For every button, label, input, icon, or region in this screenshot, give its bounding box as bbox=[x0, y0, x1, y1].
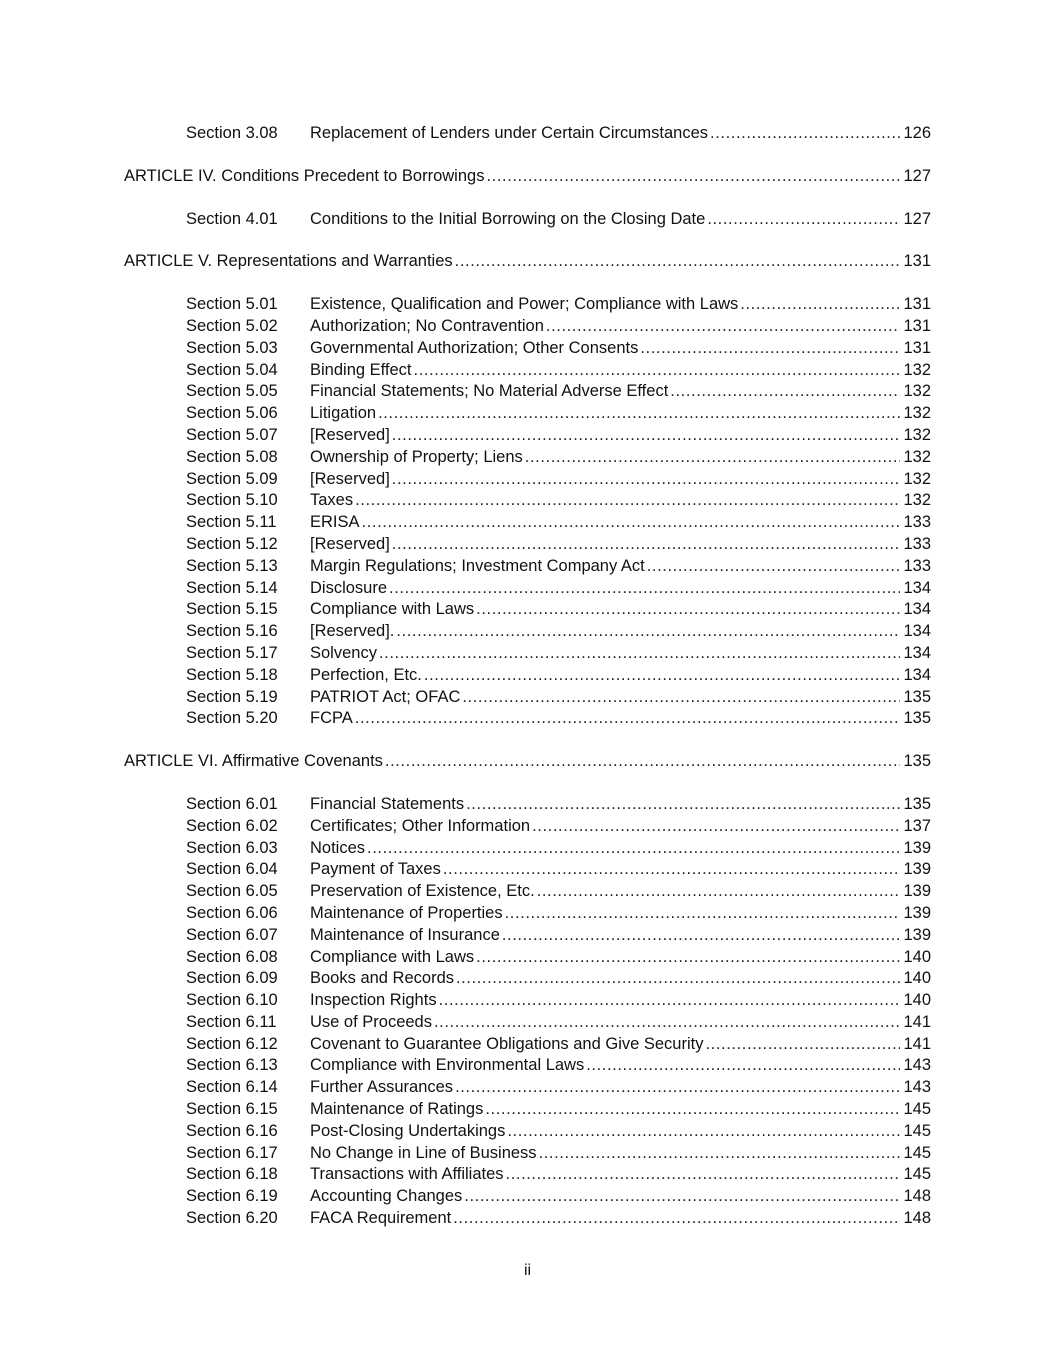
toc-page-number: 133 bbox=[903, 556, 931, 575]
toc-page-number: 143 bbox=[903, 1056, 931, 1075]
toc-page-number: 133 bbox=[903, 513, 931, 532]
toc-leader-line bbox=[310, 990, 931, 1012]
toc-page-number: 135 bbox=[903, 794, 931, 813]
toc-section-title: Notices bbox=[310, 838, 366, 857]
toc-leader-line bbox=[310, 1012, 931, 1034]
toc-section-number: Section 6.04 bbox=[186, 860, 278, 879]
toc-section-title: No Change in Line of Business bbox=[310, 1143, 537, 1162]
toc-leader-line bbox=[310, 490, 931, 512]
toc-dot-leader bbox=[355, 708, 901, 730]
toc-page-number: 127 bbox=[903, 209, 931, 228]
toc-section-number: Section 6.07 bbox=[186, 925, 278, 944]
toc-section-number: Section 5.02 bbox=[186, 316, 278, 335]
toc-section-entry[interactable] bbox=[0, 621, 1055, 643]
toc-section-title: Compliance with Laws bbox=[310, 600, 475, 619]
toc-section-entry[interactable] bbox=[0, 1208, 1055, 1230]
toc-page-number: 145 bbox=[903, 1121, 931, 1140]
toc-leader-line bbox=[310, 316, 931, 338]
toc-section-title: Payment of Taxes bbox=[310, 860, 441, 879]
toc-dot-leader bbox=[537, 881, 901, 903]
toc-dot-leader bbox=[439, 990, 901, 1012]
toc-section-entry[interactable] bbox=[0, 859, 1055, 881]
toc-section-title: Financial Statements; No Material Adverse Effect bbox=[310, 382, 669, 401]
toc-section-entry[interactable] bbox=[0, 534, 1055, 556]
toc-section-entry[interactable] bbox=[0, 490, 1055, 512]
toc-dot-leader bbox=[505, 903, 901, 925]
toc-leader-line bbox=[310, 469, 931, 491]
toc-section-entry[interactable] bbox=[0, 881, 1055, 903]
toc-leader-line bbox=[310, 838, 931, 860]
toc-section-number: Section 5.10 bbox=[186, 491, 278, 510]
toc-page-number: 132 bbox=[903, 404, 931, 423]
toc-section-number: Section 6.18 bbox=[186, 1165, 278, 1184]
toc-dot-leader bbox=[385, 751, 901, 773]
toc-leader-line bbox=[310, 816, 931, 838]
toc-section-number: Section 5.03 bbox=[186, 338, 278, 357]
toc-leader-line bbox=[310, 1034, 931, 1056]
toc-section-title: [Reserved] bbox=[310, 469, 390, 488]
toc-dot-leader bbox=[525, 447, 901, 469]
toc-section-entry[interactable] bbox=[0, 1121, 1055, 1143]
toc-dot-leader bbox=[502, 925, 901, 947]
toc-page-number: 134 bbox=[903, 578, 931, 597]
toc-page-number: 126 bbox=[903, 124, 931, 142]
toc-leader-line bbox=[310, 447, 931, 469]
toc-page-number: 148 bbox=[903, 1209, 931, 1228]
toc-leader-line bbox=[310, 1208, 931, 1230]
toc-dot-leader bbox=[362, 512, 901, 534]
toc-section-title: [Reserved] bbox=[310, 534, 390, 553]
toc-dot-leader bbox=[506, 1164, 901, 1186]
toc-leader-line bbox=[124, 751, 931, 773]
toc-page-number: 145 bbox=[903, 1100, 931, 1119]
toc-section-entry[interactable] bbox=[0, 1077, 1055, 1099]
toc-dot-leader bbox=[456, 968, 900, 990]
toc-section-entry[interactable] bbox=[0, 316, 1055, 338]
toc-section-number: Section 5.14 bbox=[186, 578, 278, 597]
toc-page-number: 127 bbox=[903, 166, 931, 185]
toc-dot-leader bbox=[670, 381, 900, 403]
toc-dot-leader bbox=[392, 534, 901, 556]
toc-leader-line bbox=[310, 294, 931, 316]
toc-dot-leader bbox=[378, 403, 900, 425]
toc-section-title: Governmental Authorization; Other Consents bbox=[310, 338, 639, 357]
toc-section-entry[interactable] bbox=[0, 990, 1055, 1012]
toc-dot-leader bbox=[414, 360, 901, 382]
toc-section-number: Section 6.08 bbox=[186, 947, 278, 966]
toc-section-entry[interactable] bbox=[0, 1164, 1055, 1186]
toc-leader-line bbox=[310, 1099, 931, 1121]
toc-section-title: Accounting Changes bbox=[310, 1187, 463, 1206]
toc-leader-line bbox=[310, 708, 931, 730]
toc-dot-leader bbox=[640, 338, 900, 360]
toc-section-number: Section 6.05 bbox=[186, 882, 278, 901]
toc-leader-line bbox=[310, 925, 931, 947]
toc-section-number: Section 5.20 bbox=[186, 709, 278, 728]
toc-leader-line bbox=[310, 360, 931, 382]
toc-section-number: Section 6.12 bbox=[186, 1034, 278, 1053]
toc-page-number: 139 bbox=[903, 925, 931, 944]
toc-page-number: 145 bbox=[903, 1143, 931, 1162]
toc-dot-leader bbox=[455, 1077, 900, 1099]
toc-page-number: 132 bbox=[903, 382, 931, 401]
toc-dot-leader bbox=[389, 578, 900, 600]
toc-section-entry[interactable] bbox=[0, 708, 1055, 730]
toc-leader-line bbox=[310, 123, 931, 145]
toc-section-entry[interactable] bbox=[0, 425, 1055, 447]
toc-section-title: Books and Records bbox=[310, 969, 454, 988]
toc-page-number: 139 bbox=[903, 838, 931, 857]
toc-section-entry[interactable] bbox=[0, 512, 1055, 534]
toc-section-number: Section 5.13 bbox=[186, 556, 278, 575]
toc-leader-line bbox=[310, 599, 931, 621]
toc-dot-leader bbox=[464, 1186, 900, 1208]
toc-leader-line bbox=[310, 903, 931, 925]
toc-article-title: ARTICLE V. Representations and Warranties bbox=[124, 252, 453, 271]
toc-section-number: Section 6.11 bbox=[186, 1012, 277, 1031]
page-number: ii bbox=[523, 1262, 532, 1279]
toc-leader-line bbox=[310, 687, 931, 709]
toc-leader-line bbox=[310, 794, 931, 816]
toc-dot-leader bbox=[539, 1143, 901, 1165]
toc-section-entry[interactable] bbox=[0, 903, 1055, 925]
toc-section-number: Section 6.15 bbox=[186, 1100, 278, 1119]
toc-page-number: 145 bbox=[903, 1165, 931, 1184]
toc-section-title: Taxes bbox=[310, 491, 354, 510]
toc-section-title: Conditions to the Initial Borrowing on the Closing Date bbox=[310, 209, 706, 228]
toc-leader-line bbox=[310, 1121, 931, 1143]
toc-section-title: Certificates; Other Information bbox=[310, 816, 531, 835]
toc-section-title: Maintenance of Insurance bbox=[310, 925, 500, 944]
toc-dot-leader bbox=[424, 665, 901, 687]
toc-dot-leader bbox=[740, 294, 900, 316]
toc-section-entry[interactable] bbox=[0, 294, 1055, 316]
toc-section-entry[interactable] bbox=[0, 1034, 1055, 1056]
toc-dot-leader bbox=[707, 209, 900, 231]
toc-section-number: Section 5.07 bbox=[186, 425, 278, 444]
toc-section-entry[interactable] bbox=[0, 838, 1055, 860]
toc-dot-leader bbox=[486, 166, 900, 188]
toc-section-number: Section 5.05 bbox=[186, 382, 278, 401]
toc-page-number: 132 bbox=[903, 447, 931, 466]
toc-article-entry[interactable] bbox=[0, 751, 1055, 773]
toc-section-number: Section 5.11 bbox=[186, 513, 277, 532]
toc-dot-leader bbox=[392, 469, 901, 491]
toc-page-number: 131 bbox=[903, 338, 931, 357]
toc-section-title: Compliance with Environmental Laws bbox=[310, 1056, 585, 1075]
toc-page-number: 132 bbox=[903, 360, 931, 379]
toc-leader-line bbox=[310, 425, 931, 447]
toc-section-title: Use of Proceeds bbox=[310, 1012, 432, 1031]
toc-section-number: Section 5.15 bbox=[186, 600, 278, 619]
toc-page-number: 141 bbox=[903, 1034, 931, 1053]
toc-section-entry[interactable] bbox=[0, 447, 1055, 469]
toc-page-number: 137 bbox=[903, 816, 931, 835]
toc-page-number: 132 bbox=[903, 425, 931, 444]
toc-section-entry[interactable] bbox=[0, 1012, 1055, 1034]
toc-section-entry[interactable] bbox=[0, 338, 1055, 360]
toc-section-title: FACA Requirement bbox=[310, 1209, 452, 1228]
toc-page-number: 135 bbox=[903, 709, 931, 728]
toc-section-title: Binding Effect bbox=[310, 360, 412, 379]
toc-section-entry[interactable] bbox=[0, 123, 1055, 145]
toc-section-title: Maintenance of Ratings bbox=[310, 1100, 484, 1119]
toc-leader-line bbox=[310, 578, 931, 600]
toc-section-title: Disclosure bbox=[310, 578, 388, 597]
toc-leader-line bbox=[310, 968, 931, 990]
toc-page-number: 133 bbox=[903, 534, 931, 553]
toc-page-number: 143 bbox=[903, 1078, 931, 1097]
toc-dot-leader bbox=[453, 1208, 900, 1230]
toc-section-title: ERISA bbox=[310, 513, 360, 532]
toc-section-number: Section 6.13 bbox=[186, 1056, 278, 1075]
toc-leader-line bbox=[310, 534, 931, 556]
toc-section-title: PATRIOT Act; OFAC bbox=[310, 687, 461, 706]
toc-section-number: Section 6.16 bbox=[186, 1121, 278, 1140]
toc-dot-leader bbox=[443, 859, 901, 881]
toc-page-number: 139 bbox=[903, 903, 931, 922]
toc-leader-line bbox=[310, 1055, 931, 1077]
toc-leader-line bbox=[310, 381, 931, 403]
toc-page-number: 131 bbox=[903, 252, 931, 271]
toc-section-title: Existence, Qualification and Power; Compliance with Laws bbox=[310, 295, 739, 314]
toc-page-number: 135 bbox=[903, 687, 931, 706]
toc-leader-line bbox=[310, 643, 931, 665]
toc-section-number: Section 6.14 bbox=[186, 1078, 278, 1097]
toc-section-number: Section 5.18 bbox=[186, 665, 278, 684]
toc-page-number: 132 bbox=[903, 469, 931, 488]
toc-section-number: Section 3.08 bbox=[186, 124, 278, 142]
toc-section-number: Section 6.19 bbox=[186, 1187, 278, 1206]
toc-section-title: Solvency bbox=[310, 643, 377, 662]
toc-page-number: 134 bbox=[903, 600, 931, 619]
toc-page-number: 140 bbox=[903, 947, 931, 966]
toc-page-number: 141 bbox=[903, 1012, 931, 1031]
toc-dot-leader bbox=[546, 316, 901, 338]
toc-section-title: Financial Statements bbox=[310, 794, 465, 813]
toc-section-title: Transactions with Affiliates bbox=[310, 1165, 504, 1184]
toc-dot-leader bbox=[466, 794, 900, 816]
toc-dot-leader bbox=[476, 947, 900, 969]
toc-section-number: Section 5.19 bbox=[186, 687, 278, 706]
toc-article-entry[interactable] bbox=[0, 251, 1055, 273]
toc-section-entry[interactable] bbox=[0, 360, 1055, 382]
toc-leader-line bbox=[310, 1077, 931, 1099]
toc-section-number: Section 5.06 bbox=[186, 404, 278, 423]
toc-section-number: Section 6.09 bbox=[186, 969, 278, 988]
toc-section-title: Post-Closing Undertakings bbox=[310, 1121, 506, 1140]
toc-leader-line bbox=[310, 1143, 931, 1165]
toc-section-entry[interactable] bbox=[0, 643, 1055, 665]
toc-page-number: 132 bbox=[903, 491, 931, 510]
toc-section-title: Authorization; No Contravention bbox=[310, 316, 544, 335]
toc-page-number: 134 bbox=[903, 665, 931, 684]
toc-leader-line bbox=[310, 338, 931, 360]
toc-section-entry[interactable] bbox=[0, 968, 1055, 990]
toc-section-title: Margin Regulations; Investment Company Act bbox=[310, 556, 645, 575]
toc-dot-leader bbox=[462, 687, 900, 709]
toc-section-entry[interactable] bbox=[0, 1099, 1055, 1121]
toc-section-number: Section 5.08 bbox=[186, 447, 278, 466]
toc-section-number: Section 5.09 bbox=[186, 469, 278, 488]
toc-leader-line bbox=[310, 665, 931, 687]
toc-dot-leader bbox=[647, 556, 901, 578]
toc-page-number: 148 bbox=[903, 1187, 931, 1206]
toc-leader-line bbox=[310, 556, 931, 578]
toc-section-entry[interactable] bbox=[0, 556, 1055, 578]
toc-section-title: Replacement of Lenders under Certain Circumstances bbox=[310, 124, 709, 142]
toc-dot-leader bbox=[455, 251, 901, 273]
toc-section-number: Section 6.01 bbox=[186, 794, 278, 813]
toc-section-entry[interactable] bbox=[0, 794, 1055, 816]
toc-section-title: FCPA bbox=[310, 709, 353, 728]
toc-leader-line bbox=[310, 1164, 931, 1186]
toc-leader-line bbox=[310, 403, 931, 425]
toc-leader-line bbox=[310, 512, 931, 534]
toc-page-number: 135 bbox=[903, 752, 931, 771]
toc-article-entry[interactable] bbox=[0, 166, 1055, 188]
toc-section-title: [Reserved]. bbox=[310, 622, 395, 641]
toc-dot-leader bbox=[434, 1012, 900, 1034]
toc-section-entry[interactable] bbox=[0, 381, 1055, 403]
toc-leader-line bbox=[124, 251, 931, 273]
toc-section-title: [Reserved] bbox=[310, 425, 390, 444]
toc-section-entry[interactable] bbox=[0, 925, 1055, 947]
toc-section-entry[interactable] bbox=[0, 469, 1055, 491]
toc-dot-leader bbox=[705, 1034, 900, 1056]
toc-section-title: Inspection Rights bbox=[310, 991, 437, 1010]
toc-section-number: Section 6.02 bbox=[186, 816, 278, 835]
toc-section-number: Section 5.01 bbox=[186, 295, 278, 314]
toc-section-number: Section 6.20 bbox=[186, 1209, 278, 1228]
toc-page-number: 139 bbox=[903, 882, 931, 901]
toc-section-number: Section 5.04 bbox=[186, 360, 278, 379]
toc-leader-line bbox=[310, 859, 931, 881]
toc-leader-line bbox=[310, 947, 931, 969]
toc-section-title: Covenant to Guarantee Obligations and Give Security bbox=[310, 1034, 704, 1053]
toc-section-entry[interactable] bbox=[0, 403, 1055, 425]
toc-section-entry[interactable] bbox=[0, 599, 1055, 621]
toc-dot-leader bbox=[367, 838, 900, 860]
toc-section-entry[interactable] bbox=[0, 1186, 1055, 1208]
toc-leader-line bbox=[310, 1186, 931, 1208]
toc-section-entry[interactable] bbox=[0, 578, 1055, 600]
toc-section-entry[interactable] bbox=[0, 1055, 1055, 1077]
toc-article-title: ARTICLE IV. Conditions Precedent to Borrowings bbox=[124, 166, 485, 185]
toc-section-title: Perfection, Etc. bbox=[310, 665, 422, 684]
toc-dot-leader bbox=[532, 816, 900, 838]
toc-section-entry[interactable] bbox=[0, 687, 1055, 709]
toc-leader-line bbox=[310, 621, 931, 643]
toc-section-title: Maintenance of Properties bbox=[310, 903, 503, 922]
toc-dot-leader bbox=[507, 1121, 900, 1143]
toc-section-title: Litigation bbox=[310, 404, 377, 423]
toc-section-number: Section 5.16 bbox=[186, 622, 278, 641]
toc-section-title: Compliance with Laws bbox=[310, 947, 475, 966]
toc-section-entry[interactable] bbox=[0, 947, 1055, 969]
toc-leader-line bbox=[310, 209, 931, 231]
toc-page-number: 140 bbox=[903, 969, 931, 988]
toc-section-number: Section 6.06 bbox=[186, 903, 278, 922]
toc-dot-leader bbox=[355, 490, 900, 512]
toc-section-number: Section 5.12 bbox=[186, 534, 278, 553]
toc-dot-leader bbox=[710, 123, 900, 145]
table-of-contents bbox=[0, 123, 1055, 1230]
toc-dot-leader bbox=[392, 425, 901, 447]
toc-leader-line bbox=[310, 881, 931, 903]
toc-leader-line bbox=[124, 166, 931, 188]
toc-section-number: Section 6.03 bbox=[186, 838, 278, 857]
toc-page-number: 139 bbox=[903, 860, 931, 879]
toc-section-entry[interactable] bbox=[0, 209, 1055, 231]
toc-page-number: 134 bbox=[903, 643, 931, 662]
toc-dot-leader bbox=[485, 1099, 900, 1121]
toc-page-number: 134 bbox=[903, 622, 931, 641]
toc-article-title: ARTICLE VI. Affirmative Covenants bbox=[124, 752, 383, 771]
toc-section-title: Further Assurances bbox=[310, 1078, 454, 1097]
toc-section-number: Section 6.10 bbox=[186, 991, 278, 1010]
toc-dot-leader bbox=[476, 599, 900, 621]
toc-dot-leader bbox=[396, 621, 900, 643]
toc-dot-leader bbox=[379, 643, 901, 665]
toc-section-entry[interactable] bbox=[0, 816, 1055, 838]
toc-section-title: Preservation of Existence, Etc. bbox=[310, 882, 535, 901]
toc-page-number: 131 bbox=[903, 316, 931, 335]
toc-dot-leader bbox=[586, 1055, 900, 1077]
toc-section-entry[interactable] bbox=[0, 1143, 1055, 1165]
toc-section-number: Section 5.17 bbox=[186, 643, 278, 662]
toc-page-number: 140 bbox=[903, 991, 931, 1010]
toc-section-number: Section 4.01 bbox=[186, 209, 278, 228]
toc-page-number: 131 bbox=[903, 295, 931, 314]
toc-section-title: Ownership of Property; Liens bbox=[310, 447, 523, 466]
toc-section-number: Section 6.17 bbox=[186, 1143, 278, 1162]
toc-section-entry[interactable] bbox=[0, 665, 1055, 687]
